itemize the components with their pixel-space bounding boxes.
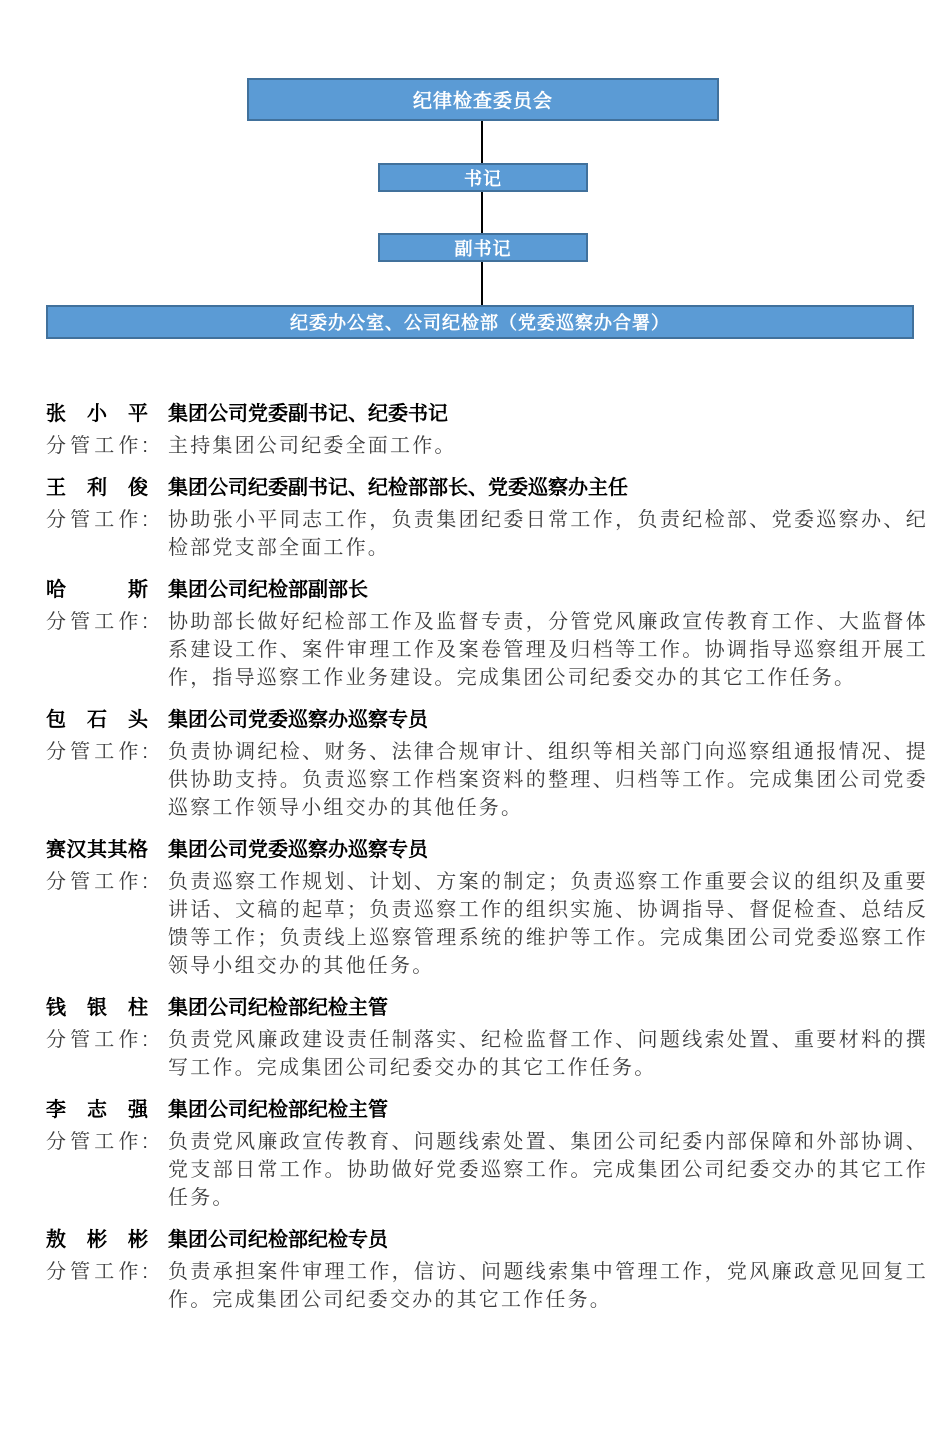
person-entry xyxy=(46,836,928,980)
person-entry xyxy=(46,1226,928,1314)
person-name: 赛汉其其格 xyxy=(46,839,148,861)
org-box-secretary: 书记 xyxy=(378,163,588,192)
person-entry-body xyxy=(46,432,928,460)
person-name: 王利俊 xyxy=(46,477,148,499)
org-chart xyxy=(0,0,950,360)
person-name: 敖彬彬 xyxy=(46,1229,148,1251)
person-entry xyxy=(46,400,928,460)
person-entry-header xyxy=(46,474,928,502)
duty-description: 负责承担案件审理工作，信访、问题线索集中管理工作，党风廉政意见回复工作。完成集团公司纪委交办的其它工作任务。 xyxy=(168,1261,928,1311)
duty-label: 分管工作: xyxy=(46,1029,148,1051)
person-entry-header xyxy=(46,400,928,428)
duty-label: 分管工作: xyxy=(46,509,148,531)
person-name: 哈斯 xyxy=(46,579,148,601)
person-entry xyxy=(46,706,928,822)
duty-description: 负责巡察工作规划、计划、方案的制定；负责巡察工作重要会议的组织及重要讲话、文稿的起草；负责巡察工作的组织实施、协调指导、督促检查、总结反馈等工作；负责线上巡察管理系统的维护等工作。完成集团公司党委巡察工作领导小组交办的其他任务。 xyxy=(168,871,928,977)
duty-description: 负责党风廉政建设责任制落实、纪检监督工作、问题线索处置、重要材料的撰写工作。完成集团公司纪委交办的其它工作任务。 xyxy=(168,1029,928,1079)
duty-label: 分管工作: xyxy=(46,1131,148,1153)
person-entry-body xyxy=(46,1258,928,1314)
person-title: 集团公司纪检部纪检主管 xyxy=(168,1099,388,1121)
person-entry-header xyxy=(46,1226,928,1254)
person-entry-header xyxy=(46,706,928,734)
person-name: 钱银柱 xyxy=(46,997,148,1019)
person-entry-body xyxy=(46,506,928,562)
person-entry-body xyxy=(46,868,928,980)
org-box-office-bar: 纪委办公室、公司纪检部（党委巡察办合署） xyxy=(46,305,914,339)
duty-label: 分管工作: xyxy=(46,741,148,763)
person-entry xyxy=(46,576,928,692)
duty-label: 分管工作: xyxy=(46,871,148,893)
duty-description: 负责协调纪检、财务、法律合规审计、组织等相关部门向巡察组通报情况、提供协助支持。负责巡察工作档案资料的整理、归档等工作。完成集团公司党委巡察工作领导小组交办的其他任务。 xyxy=(168,741,928,819)
person-entry-header xyxy=(46,836,928,864)
person-name: 包石头 xyxy=(46,709,148,731)
person-entry xyxy=(46,474,928,562)
person-entry-body xyxy=(46,608,928,692)
person-entry xyxy=(46,1096,928,1212)
person-entry-body xyxy=(46,1128,928,1212)
person-title: 集团公司纪检部纪检主管 xyxy=(168,997,388,1019)
connector-line xyxy=(481,262,483,305)
person-title: 集团公司纪检部副部长 xyxy=(168,579,368,601)
duty-roster xyxy=(0,360,950,1348)
person-title: 集团公司纪委副书记、纪检部部长、党委巡察办主任 xyxy=(168,477,628,499)
connector-line xyxy=(481,121,483,163)
person-title: 集团公司党委巡察办巡察专员 xyxy=(168,839,428,861)
duty-label: 分管工作: xyxy=(46,1261,148,1283)
person-title: 集团公司纪检部纪检专员 xyxy=(168,1229,388,1251)
person-title: 集团公司党委副书记、纪委书记 xyxy=(168,403,448,425)
person-entry-body xyxy=(46,738,928,822)
person-name: 张小平 xyxy=(46,403,148,425)
duty-description: 主持集团公司纪委全面工作。 xyxy=(168,435,457,457)
duty-label: 分管工作: xyxy=(46,611,148,633)
duty-description: 协助部长做好纪检部工作及监督专责，分管党风廉政宣传教育工作、大监督体系建设工作、案件审理工作及案卷管理及归档等工作。协调指导巡察组开展工作，指导巡察工作业务建设。完成集团公司纪委交办的其它工作任务。 xyxy=(168,611,928,689)
duty-description: 负责党风廉政宣传教育、问题线索处置、集团公司纪委内部保障和外部协调、党支部日常工作。协助做好党委巡察工作。完成集团公司纪委交办的其它工作任务。 xyxy=(168,1131,928,1209)
connector-line xyxy=(481,192,483,233)
person-entry-body xyxy=(46,1026,928,1082)
person-entry-header xyxy=(46,1096,928,1124)
person-entry xyxy=(46,994,928,1082)
person-entry-header xyxy=(46,994,928,1022)
person-entry-header xyxy=(46,576,928,604)
duty-label: 分管工作: xyxy=(46,435,148,457)
org-box-committee: 纪律检查委员会 xyxy=(247,78,719,121)
person-name: 李志强 xyxy=(46,1099,148,1121)
person-title: 集团公司党委巡察办巡察专员 xyxy=(168,709,428,731)
duty-description: 协助张小平同志工作，负责集团纪委日常工作，负责纪检部、党委巡察办、纪检部党支部全面工作。 xyxy=(168,509,928,559)
org-box-deputy-secretary: 副书记 xyxy=(378,233,588,262)
